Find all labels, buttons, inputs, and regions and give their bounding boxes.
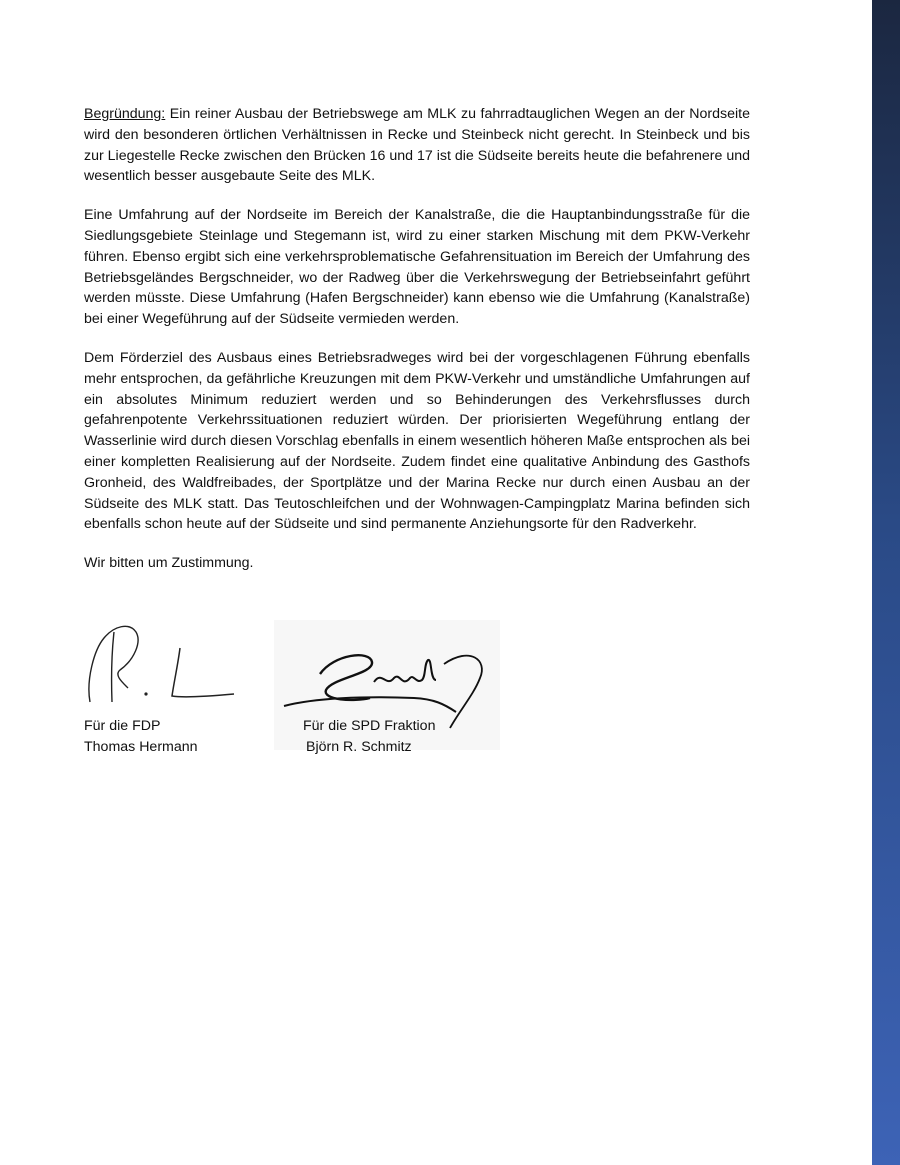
closing-request: Wir bitten um Zustimmung. bbox=[84, 555, 254, 572]
paragraph-1-text: Ein reiner Ausbau der Betriebswege am MLK zu fahrradtauglichen Wegen an der Nordseite wird den besonderen örtlichen Verhältnissen in Recke und Steinbeck nicht gerecht. In Steinbeck und bis zur Liegestelle Recke zwischen den Brücken 16 und 17 ist die Südseite bereits heute die befahrenere und wesentlich besser ausgebaute Seite des MLK. bbox=[84, 106, 750, 185]
decorative-side-band bbox=[872, 0, 900, 1165]
handwritten-signature-fdp bbox=[84, 620, 254, 715]
spd-party-label: Für die SPD Fraktion bbox=[303, 718, 436, 734]
spd-signer-name: Björn R. Schmitz bbox=[306, 739, 412, 755]
paragraph-begruendung bbox=[84, 104, 750, 187]
fdp-signer-name: Thomas Hermann bbox=[84, 739, 198, 755]
letter-body bbox=[84, 104, 750, 592]
signature-section bbox=[84, 620, 750, 760]
paragraph-2: Eine Umfahrung auf der Nordseite im Bereich der Kanalstraße, die die Hauptanbindungsstraße für die Siedlungsgebiete Steinlage und Stegemann ist, wird zu einer starken Mischung mit dem PKW-Verkehr führen. Ebenso ergibt sich eine verkehrsproblematische Gefahrensituation im Bereich der Umfahrung des Betriebsgeländes Bergschneider, wo der Radweg über die Verkehrswegung der Betriebseinfahrt geführt werden müsste. Diese Umfahrung (Hafen Bergschneider) kann ebenso wie die Umfahrung (Kanalstraße) bei einer Wegeführung auf der Südseite vermieden werden. bbox=[84, 207, 750, 328]
fdp-party-label: Für die FDP bbox=[84, 718, 161, 734]
begruendung-label: Begründung: bbox=[84, 106, 166, 122]
paragraph-3: Dem Förderziel des Ausbaus eines Betriebsradweges wird bei der vorgeschlagenen Führung ebenfalls mehr entsprochen, da gefährliche Kreuzungen mit dem PKW-Verkehr und umständliche Umfahrungen auf ein absolutes Minimum reduziert werden und so Behinderungen des Verkehrsflusses durch gefahrenpotente Verkehrssituationen reduziert würden. Der priorisierten Wegeführung entlang der Wasserlinie wird durch diesen Vorschlag ebenfalls in einem wesentlich höheren Maße entsprochen als bei einer kompletten Realisierung auf der Nordseite. Zudem findet eine qualitative Anbindung des Gasthofs Gronheid, des Waldfreibades, der Sportplätze und der Marina Recke nur durch einen Ausbau an der Südseite des MLK statt. Das Teutoschleifchen und der Wohnwagen-Campingplatz Marina befinden sich ebenfalls schon heute auf der Südseite und sind permanente Anziehungsorte für den Radverkehr. bbox=[84, 349, 750, 533]
